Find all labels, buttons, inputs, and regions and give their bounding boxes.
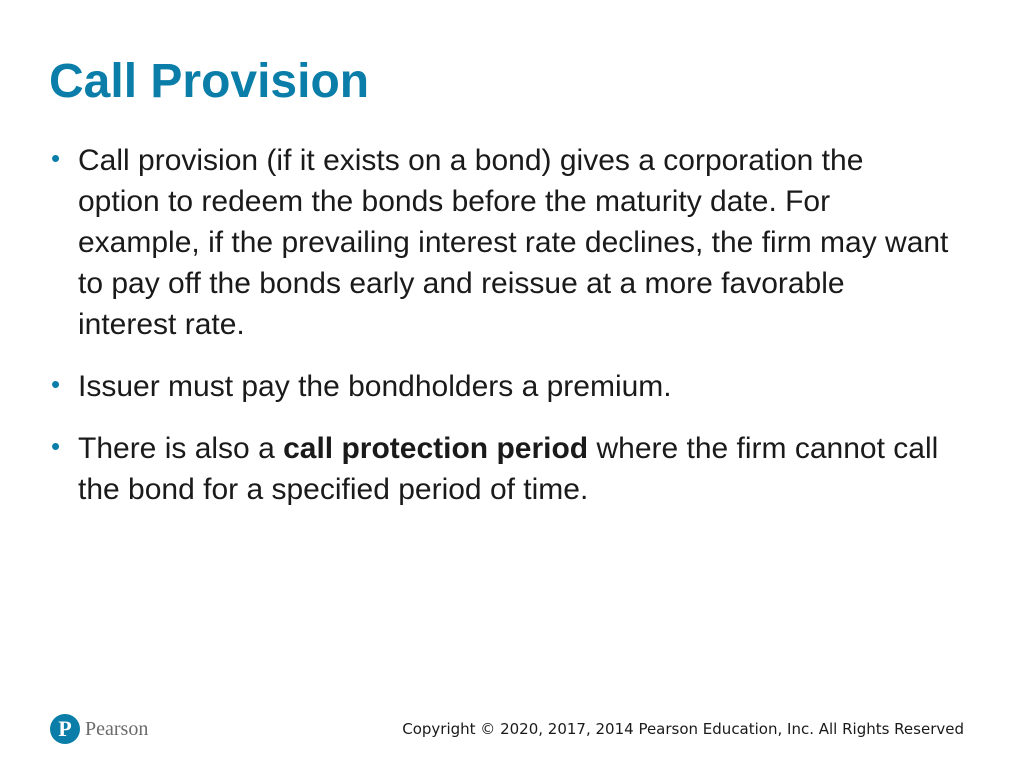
pearson-logo <box>50 714 148 744</box>
slide-footer <box>0 708 1024 752</box>
bullet-list <box>49 140 949 531</box>
bullet-segment: Issuer must pay the bondholders a premium. <box>78 370 672 403</box>
bullet-marker: • <box>51 431 61 461</box>
bullet-item <box>49 140 949 345</box>
bullet-item <box>49 428 949 510</box>
bullet-marker: • <box>51 143 61 173</box>
bullet-text <box>78 432 938 506</box>
bullet-segment: Call provision (if it exists on a bond) gives a corporation the option to redeem the bonds before the maturity date. For example, if the prevailing interest rate declines, the firm may want to pay off the bonds early and reissue at a more favorable interest rate. <box>78 144 949 341</box>
bullet-segment-bold: call protection period <box>283 432 589 465</box>
slide-title: Call Provision <box>49 55 370 108</box>
bullet-segment: where the firm cannot call the bond for a specified period of time. <box>78 432 939 506</box>
bullet-marker: • <box>51 369 61 399</box>
pearson-logo-text: Pearson <box>85 717 149 740</box>
copyright-notice: Copyright © 2020, 2017, 2014 Pearson Education, Inc. All Rights Reserved <box>402 720 964 738</box>
bullet-item <box>49 366 949 407</box>
bullet-text <box>78 144 948 341</box>
bullet-text <box>78 370 672 403</box>
pearson-logo-icon: P <box>50 714 80 744</box>
bullet-segment: There is also a <box>78 432 284 465</box>
